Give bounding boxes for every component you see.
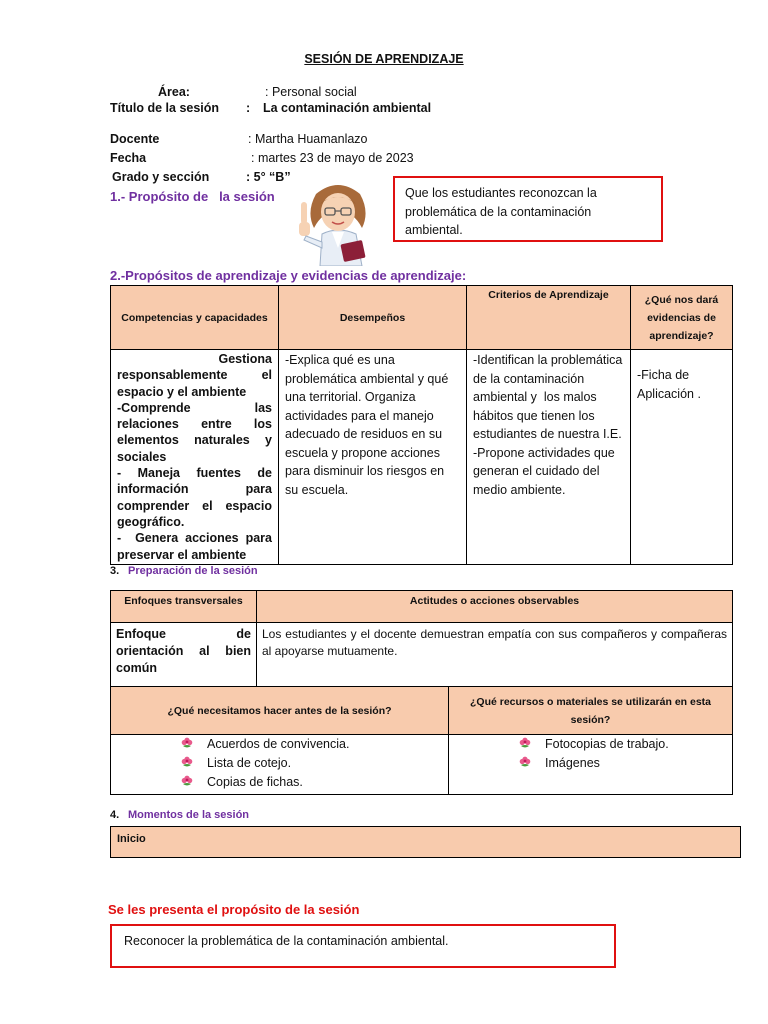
competencia-item: Gestiona responsablemente el espacio y el ambiente <box>117 352 276 399</box>
competencia-item: - Genera acciones para preservar el ambiente <box>117 531 276 562</box>
antes-cell <box>111 735 449 795</box>
section3-number: 3. <box>110 565 120 577</box>
teacher-illustration <box>292 182 384 266</box>
flower-bullet-icon <box>181 774 193 786</box>
area-label: Área: <box>158 85 190 99</box>
titulo-value: La contaminación ambiental <box>263 101 432 115</box>
header-enfoques: Enfoques transversales <box>111 591 257 623</box>
competencias-cell <box>111 350 279 565</box>
section3-heading: Preparación de la sesión <box>128 565 258 577</box>
flower-bullet-icon <box>181 755 193 767</box>
header-competencias: Competencias y capacidades <box>111 286 279 350</box>
purpose-text-2: Reconocer la problemática de la contaminación ambiental. <box>124 934 449 948</box>
docente-value: : Martha Huamanlazo <box>248 132 368 146</box>
list-item: Imágenes <box>519 754 732 773</box>
header-criterios: Criterios de Aprendizaje <box>467 286 631 350</box>
actitud-cell: Los estudiantes y el docente demuestran empatía con sus compañeros y compañeras al apoyarse mutuamente. <box>257 623 733 687</box>
grado-label: Grado y sección <box>112 170 210 184</box>
inicio-label: Inicio <box>117 833 146 845</box>
header-actitudes: Actitudes o acciones observables <box>257 591 733 623</box>
section5-heading: Se les presenta el propósito de la sesión <box>108 902 360 917</box>
docente-label: Docente <box>110 132 160 146</box>
flower-bullet-icon <box>181 736 193 748</box>
page-title: SESIÓN DE APRENDIZAJE <box>304 52 464 66</box>
purpose-text: Que los estudiantes reconozcan la problemática de la contaminación ambiental. <box>405 186 597 237</box>
competencia-item: - Maneja fuentes de información para comprender el espacio geográfico. <box>117 466 272 529</box>
header-recursos: ¿Qué recursos o materiales se utilizarán en esta sesión? <box>449 687 733 735</box>
list-item: Copias de fichas. <box>181 773 448 792</box>
purpose-box-2 <box>110 924 616 968</box>
header-evidencias: ¿Qué nos dará evidencias de aprendizaje? <box>631 286 733 350</box>
list-item: Acuerdos de convivencia. <box>181 735 448 754</box>
criterio-item: -Propone actividades que generan el cuidado del medio ambiente. <box>473 445 615 497</box>
section4-heading: Momentos de la sesión <box>128 809 250 821</box>
criterio-item: -Identifican la problemática de la contaminación ambiental y los malos hábitos que tienen los estudiantes de nuestra I.E. <box>473 353 626 441</box>
titulo-label: Título de la sesión <box>110 101 220 115</box>
grado-value: : 5° “B” <box>246 170 291 184</box>
purpose-box <box>393 176 663 242</box>
header-desempenos: Desempeños <box>279 286 467 350</box>
header-antes: ¿Qué necesitamos hacer antes de la sesión? <box>111 687 449 735</box>
section4-number: 4. <box>110 809 120 821</box>
flower-bullet-icon <box>519 736 531 748</box>
criterios-cell <box>467 350 631 565</box>
section2-heading: 2.-Propósitos de aprendizaje y evidencias de aprendizaje: <box>110 268 467 283</box>
inicio-row <box>110 826 741 858</box>
fecha-label: Fecha <box>110 151 147 165</box>
fecha-value: : martes 23 de mayo de 2023 <box>251 151 414 165</box>
flower-bullet-icon <box>519 755 531 767</box>
aprendizaje-table <box>110 285 733 565</box>
preparacion-table <box>110 590 733 795</box>
desempenos-cell: -Explica qué es una problemática ambiental y qué una territorial. Organiza actividades para el manejo adecuado de residuos en su escuela y propone acciones para disminuir los riesgos en su escuela. <box>279 350 467 565</box>
area-value: : Personal social <box>265 85 357 99</box>
evidencias-cell: -Ficha de Aplicación . <box>631 350 733 565</box>
list-item: Lista de cotejo. <box>181 754 448 773</box>
section1-heading: 1.- Propósito de la sesión <box>110 189 275 204</box>
recursos-cell <box>449 735 733 795</box>
enfoque-cell: Enfoque de orientación al bien común <box>111 623 257 687</box>
list-item: Fotocopias de trabajo. <box>519 735 732 754</box>
titulo-colon: : <box>246 101 251 115</box>
competencia-item: -Comprende las relaciones entre los elementos naturales y sociales <box>117 400 272 464</box>
